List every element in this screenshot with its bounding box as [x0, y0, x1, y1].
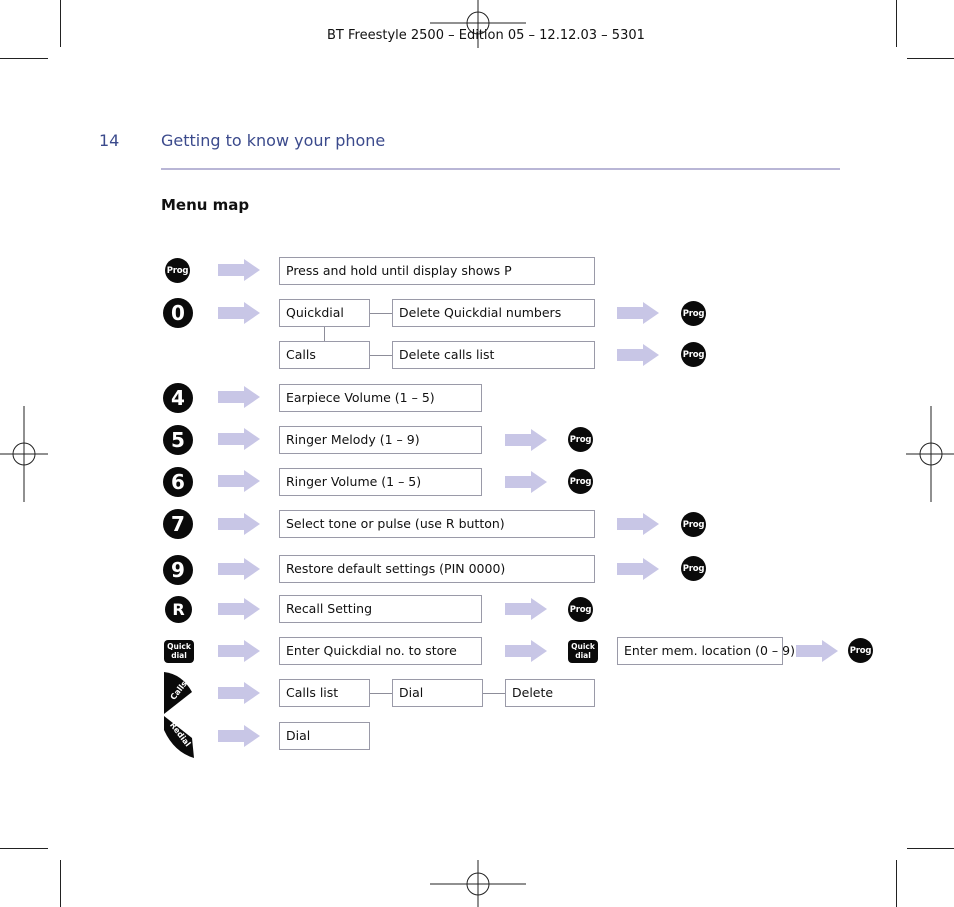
arrow-icon [218, 302, 260, 324]
menu-box-ringer-melody: Ringer Melody (1 – 9) [279, 426, 482, 454]
connector-line [370, 693, 392, 694]
arrow-icon [617, 302, 659, 324]
key-7-icon: 7 [163, 509, 193, 539]
arrow-icon [505, 640, 547, 662]
quickdial-key-icon [568, 640, 598, 663]
crop-mark [907, 848, 954, 849]
prog-key-icon: Prog [681, 342, 706, 367]
crop-mark [907, 58, 954, 59]
prog-key-icon: Prog [165, 258, 190, 283]
key-9-icon: 9 [163, 555, 193, 585]
menu-box-tone-pulse: Select tone or pulse (use R button) [279, 510, 595, 538]
crop-mark [896, 860, 897, 907]
calls-key-icon [162, 672, 196, 714]
menu-box-delete-calls: Delete calls list [392, 341, 595, 369]
menu-box-calls-list: Calls list [279, 679, 370, 707]
arrow-icon [218, 259, 260, 281]
prog-key-icon: Prog [848, 638, 873, 663]
menu-box-calls: Calls [279, 341, 370, 369]
arrow-icon [796, 640, 838, 662]
arrow-icon [218, 640, 260, 662]
arrow-icon [218, 386, 260, 408]
crop-mark [0, 848, 48, 849]
arrow-icon [218, 428, 260, 450]
key-4-icon: 4 [163, 383, 193, 413]
arrow-icon [218, 682, 260, 704]
arrow-icon [218, 725, 260, 747]
arrow-icon [617, 344, 659, 366]
arrow-icon [505, 598, 547, 620]
crop-mark [60, 0, 61, 47]
connector-line [370, 355, 392, 356]
arrow-icon [505, 429, 547, 451]
edition-line: BT Freestyle 2500 – Edition 05 – 12.12.03 – 5301 [327, 28, 645, 43]
menu-box-enter-quickdial: Enter Quickdial no. to store [279, 637, 482, 665]
menu-box-delete-quickdial: Delete Quickdial numbers [392, 299, 595, 327]
arrow-icon [218, 513, 260, 535]
redial-key-label: Redial [167, 720, 193, 749]
quickdial-key-label: Quick [167, 642, 191, 651]
registration-mark-bottom [430, 860, 526, 907]
key-5-icon: 5 [163, 425, 193, 455]
key-6-icon: 6 [163, 467, 193, 497]
connector-line [370, 313, 392, 314]
redial-key-icon [162, 716, 196, 758]
menu-box-prog-hold: Press and hold until display shows P [279, 257, 595, 285]
menu-box-ringer-volume: Ringer Volume (1 – 5) [279, 468, 482, 496]
crop-mark [0, 58, 48, 59]
arrow-icon [617, 513, 659, 535]
connector-line [483, 693, 505, 694]
page-number: 14 [99, 131, 120, 150]
prog-key-icon: Prog [568, 427, 593, 452]
arrow-icon [218, 558, 260, 580]
header-rule [161, 168, 840, 170]
crop-mark [896, 0, 897, 47]
crop-mark [60, 860, 61, 907]
prog-key-icon: Prog [681, 556, 706, 581]
arrow-icon [617, 558, 659, 580]
prog-key-icon: Prog [681, 512, 706, 537]
arrow-icon [505, 471, 547, 493]
key-0-icon: 0 [163, 298, 193, 328]
key-recall-icon: R [165, 596, 192, 623]
prog-key-icon: Prog [568, 469, 593, 494]
menu-box-redial-dial: Dial [279, 722, 370, 750]
quickdial-key-icon [164, 640, 194, 663]
registration-mark-left [0, 406, 48, 502]
arrow-icon [218, 470, 260, 492]
calls-key-label: Calls [168, 679, 189, 702]
menu-box-calls-delete: Delete [505, 679, 595, 707]
quickdial-key-label: Quick [571, 642, 595, 651]
menu-box-restore-defaults: Restore default settings (PIN 0000) [279, 555, 595, 583]
menu-map-title: Menu map [161, 196, 250, 214]
registration-mark-right [906, 406, 954, 502]
menu-box-earpiece-volume: Earpiece Volume (1 – 5) [279, 384, 482, 412]
quickdial-key-label: dial [171, 650, 187, 660]
menu-box-quickdial: Quickdial [279, 299, 370, 327]
prog-key-icon: Prog [568, 597, 593, 622]
quickdial-key-label: dial [575, 650, 591, 660]
prog-key-icon: Prog [681, 301, 706, 326]
connector-line [324, 327, 325, 341]
menu-box-enter-mem-location: Enter mem. location (0 – 9) [617, 637, 783, 665]
arrow-icon [218, 598, 260, 620]
menu-box-recall-setting: Recall Setting [279, 595, 482, 623]
menu-box-calls-dial: Dial [392, 679, 483, 707]
section-title: Getting to know your phone [161, 131, 386, 150]
